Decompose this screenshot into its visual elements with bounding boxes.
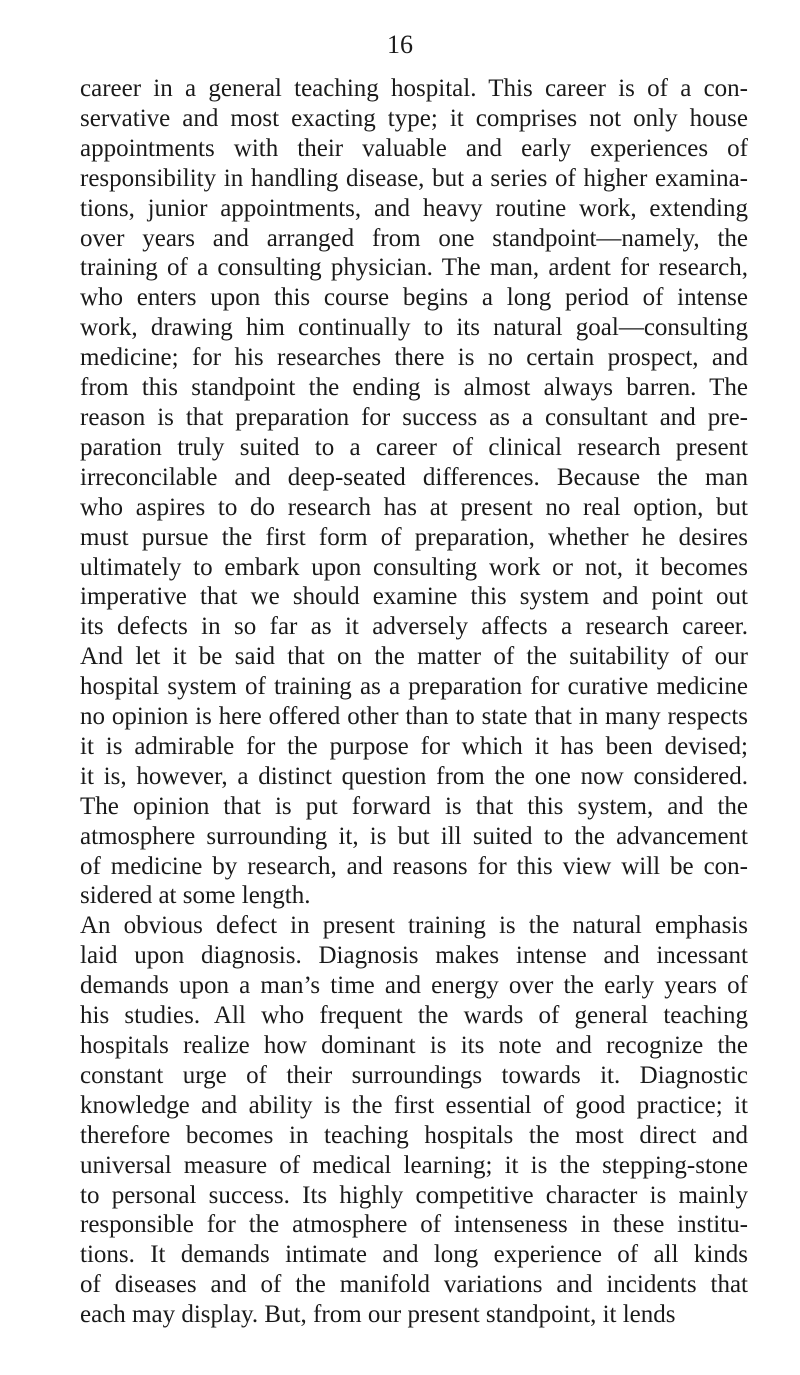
text-line: atmosphere surrounding it, is but ill suited to the advancement [80,822,748,850]
text-line: each may display. But, from our present standpoint, it lends [80,1301,676,1329]
text-line: hospital system of training as a preparation for curative medicine [80,673,748,701]
text-line: irreconcilable and deep-seated differences. Because the man [80,463,748,491]
text-line: reason is that preparation for success as a consultant and pre- [80,403,748,431]
text-line: of diseases and of the manifold variations and incidents that [80,1271,748,1299]
text-line: appointments with their valuable and early experiences of [80,134,748,162]
text-line: career in a general teaching hospital. This career is of a con- [80,75,748,102]
text-line: over years and arranged from one standpoint—namely, the [80,224,748,252]
text-line: who aspires to do research has at present no real option, but [80,493,748,521]
text-line: paration truly suited to a career of clinical research present [80,433,748,461]
text-line: who enters upon this course begins a long period of intense [80,284,748,312]
text-line: servative and most exacting type; it comprises not only house [80,104,748,132]
text-line: his studies. All who frequent the wards of general teaching [80,1002,748,1030]
text-line: work, drawing him continually to its natural goal—consulting [80,314,748,342]
text-line: demands upon a man’s time and energy over the early years of [80,972,748,1000]
body-text [80,74,748,1330]
paragraph-2 [80,911,748,1330]
text-line: therefore becomes in teaching hospitals the most direct and [80,1121,748,1149]
text-line: to personal success. Its highly competitive character is mainly [80,1181,748,1209]
text-line: constant urge of their surroundings towards it. Diagnostic [80,1061,748,1089]
text-line: sidered at some length. [80,882,311,910]
text-line: The opinion that is put forward is that this system, and the [80,792,748,820]
text-line: responsibility in handling disease, but a series of higher examina- [80,164,748,192]
text-line: it is admirable for the purpose for which it has been devised; [80,732,748,760]
text-line: its defects in so far as it adversely affects a research career. [80,613,748,641]
text-line: laid upon diagnosis. Diagnosis makes intense and incessant [80,942,748,970]
text-line: training of a consulting physician. The man, ardent for research, [80,254,748,282]
text-line: no opinion is here offered other than to state that in many respects [80,703,748,731]
text-line: tions. It demands intimate and long experience of all kinds [80,1241,748,1269]
text-line: from this standpoint the ending is almost always barren. The [80,374,748,402]
text-line: An obvious defect in present training is the natural emphasis [80,912,748,940]
text-line: And let it be said that on the matter of the suitability of our [80,643,748,671]
text-line: medicine; for his researches there is no certain prospect, and [80,344,748,372]
text-line: must pursue the first form of preparation, whether he desires [80,523,748,551]
text-line: knowledge and ability is the first essential of good practice; it [80,1091,748,1119]
text-line: imperative that we should examine this system and point out [80,583,748,611]
page-number: 16 [387,30,413,59]
paragraph-1 [80,74,748,911]
text-line: responsible for the atmosphere of intenseness in these institu- [80,1211,748,1239]
text-line: hospitals realize how dominant is its note and recognize the [80,1032,748,1059]
text-line: it is, however, a distinct question from the one now considered. [80,762,748,790]
text-line: of medicine by research, and reasons for this view will be con- [80,852,748,880]
text-line: tions, junior appointments, and heavy routine work, extending [80,194,748,222]
text-line: ultimately to embark upon consulting work or not, it becomes [80,553,748,581]
text-line: universal measure of medical learning; it is the stepping-stone [80,1151,748,1179]
